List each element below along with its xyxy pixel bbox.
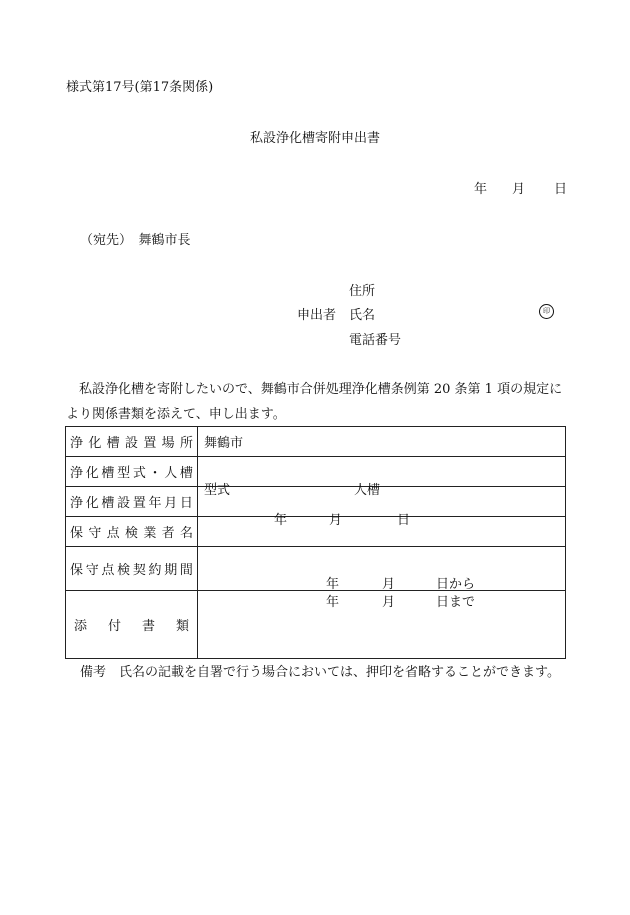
date-day-label: 日 — [554, 182, 568, 197]
maintenance-company-label: 保 守 点 検 業 者 名 — [66, 517, 198, 547]
remarks-note: 備考 氏名の記載を自署で行う場合においては、押印を省略することができます。 — [80, 665, 560, 680]
table-row — [66, 487, 566, 517]
capacity-label: 人槽 — [354, 482, 381, 498]
installation-location-label: 浄 化 槽 設 置 場 所 — [66, 427, 198, 457]
date-month-label: 月 — [512, 182, 526, 197]
table-row — [66, 457, 566, 487]
date-year-label: 年 — [474, 182, 488, 197]
table-row — [66, 547, 566, 591]
attached-documents-label: 添 付 書 類 — [66, 591, 198, 659]
document-title: 私設浄化槽寄附申出書 — [249, 131, 380, 146]
addressee: （宛先） 舞鶴市長 — [80, 233, 191, 248]
contract-end-day-label: 日まで — [436, 594, 476, 610]
installation-location-value[interactable]: 舞鶴市 — [198, 427, 566, 457]
type-label: 型式 — [204, 482, 231, 498]
address-label: 住所 — [349, 284, 376, 299]
name-label: 氏名 — [349, 308, 376, 323]
contract-end-month-label: 月 — [382, 594, 396, 610]
contract-end-year-label: 年 — [326, 594, 340, 610]
contract-start-month-label: 月 — [382, 576, 396, 592]
maintenance-contract-period-value[interactable] — [198, 547, 566, 610]
request-statement: 私設浄化槽を寄附したいので、舞鶴市合併処理浄化槽条例第 20 条第 1 項の規定により関係書類を添えて、申し出ます。 — [66, 382, 563, 422]
table-row — [66, 591, 566, 659]
applicant-label: 申出者 — [297, 308, 337, 323]
maintenance-company-value[interactable] — [198, 517, 566, 547]
maintenance-contract-period-label: 保 守 点 検 契 約 期 間 — [66, 547, 198, 591]
installation-date-label: 浄 化 槽 設 置 年 月 日 — [66, 487, 198, 517]
contract-start-year-label: 年 — [326, 576, 340, 592]
phone-label: 電話番号 — [349, 333, 402, 348]
form-number: 様式第17号(第17条関係) — [66, 80, 214, 95]
application-table — [65, 426, 566, 659]
table-row — [66, 427, 566, 457]
install-day-label: 日 — [397, 512, 411, 528]
tank-type-capacity-label: 浄 化 槽 型 式 ・ 人 槽 — [66, 457, 198, 487]
install-year-label: 年 — [274, 512, 288, 528]
tank-type-capacity-value[interactable] — [198, 457, 566, 498]
table-row — [66, 517, 566, 547]
contract-start-day-label: 日から — [436, 576, 476, 592]
install-month-label: 月 — [329, 512, 343, 528]
installation-date-value[interactable] — [198, 487, 566, 528]
seal-mark: 印 — [539, 304, 554, 319]
